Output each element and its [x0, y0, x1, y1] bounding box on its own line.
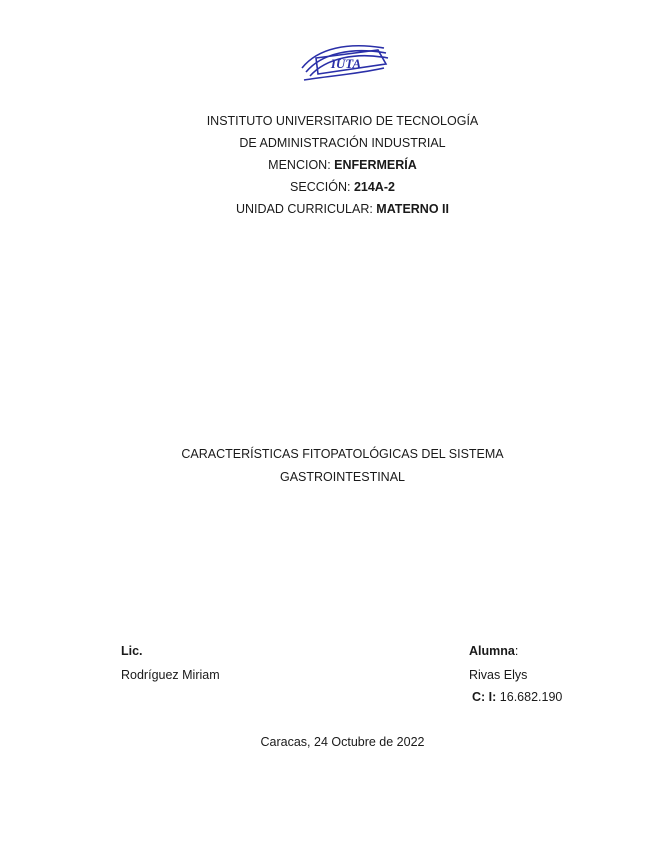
- unidad-label: UNIDAD CURRICULAR:: [236, 202, 377, 216]
- mencion-line: [0, 157, 655, 179]
- student-label-suffix: :: [514, 644, 519, 658]
- professor-name: Rodríguez Miriam: [121, 668, 220, 682]
- seccion-label: SECCIÓN:: [290, 180, 354, 194]
- seccion-value: 214A-2: [353, 180, 395, 194]
- professor-label: Lic.: [121, 644, 143, 658]
- logo-text: IUTA: [330, 56, 362, 71]
- institution-header: [0, 113, 655, 223]
- student-name: Rivas Elys: [469, 668, 528, 682]
- student-ci-value: 16.682.190: [496, 690, 563, 704]
- student-ci-label: C: I:: [472, 690, 497, 704]
- mencion-label: MENCION:: [268, 158, 335, 172]
- seccion-line: [0, 179, 655, 201]
- unidad-line: [0, 201, 655, 223]
- iuta-logo: [298, 38, 390, 84]
- unidad-value: MATERNO II: [376, 202, 449, 216]
- title-line2: GASTROINTESTINAL: [279, 470, 406, 484]
- mencion-value: ENFERMERÍA: [334, 158, 417, 172]
- iuta-logo-icon: [298, 38, 390, 84]
- document-title: [0, 446, 655, 492]
- institution-name-line1: INSTITUTO UNIVERSITARIO DE TECNOLOGÍA: [206, 114, 479, 128]
- student-label-line: [469, 644, 518, 658]
- institution-name-line2: DE ADMINISTRACIÓN INDUSTRIAL: [239, 136, 446, 150]
- student-ci-line: [472, 690, 562, 704]
- title-line1: CARACTERÍSTICAS FITOPATOLÓGICAS DEL SISTEMA: [181, 447, 504, 461]
- place-and-date: Caracas, 24 Octubre de 2022: [260, 735, 425, 749]
- student-label: Alumna: [469, 644, 515, 658]
